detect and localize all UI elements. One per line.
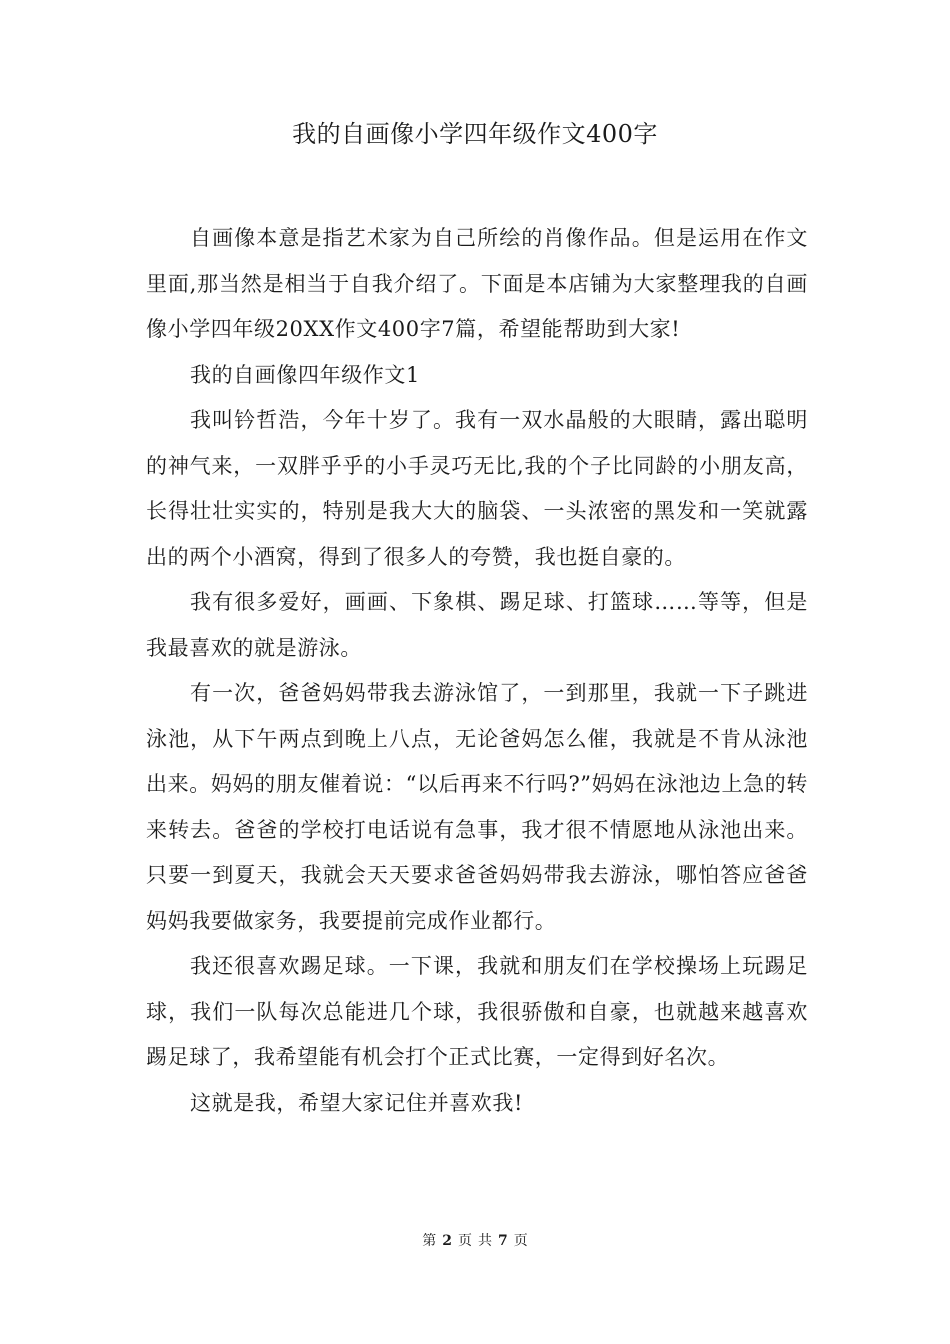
- paragraph-hobbies: 我有很多爱好，画画、下象棋、踢足球、打篮球……等等，但是我最喜欢的就是游泳。: [146, 590, 808, 660]
- paragraph-subheading: 我的自画像四年级作文1: [190, 362, 420, 387]
- paragraph-intro: 自画像本意是指艺术家为自己所绘的肖像作品。但是运用在作文里面,那当然是相当于自我介绍了。下面是本店铺为大家整理我的自画像小学四年级20XX作文400字7篇，希望能帮助到大家!: [146, 226, 808, 341]
- footer-current-page: 2: [442, 1233, 452, 1249]
- paragraph-closing: 这就是我，希望大家记住并喜欢我!: [190, 1090, 524, 1115]
- paragraph-football: 我还很喜欢踢足球。一下课，我就和朋友们在学校操场上玩踢足球，我们一队每次总能进几个球，我很骄傲和自豪，也就越来越喜欢踢足球了，我希望能有机会打个正式比赛，一定得到好名次。: [146, 954, 808, 1069]
- page-footer: [0, 1231, 950, 1251]
- paragraph-swimming: 有一次，爸爸妈妈带我去游泳馆了，一到那里，我就一下子跳进泳池，从下午两点到晚上八点，无论爸妈怎么催，我就是不肯从泳池出来。妈妈的朋友催着说：“以后再来不行吗?”妈妈在泳池边上急的转来转去。爸爸的学校打电话说有急事，我才很不情愿地从泳池出来。只要一到夏天，我就会天天要求爸爸妈妈带我去游泳，哪怕答应爸爸妈妈我要做家务，我要提前完成作业都行。: [146, 681, 808, 933]
- footer-prefix: 第: [422, 1233, 437, 1249]
- document-title: 我的自画像小学四年级作文400字: [292, 120, 658, 148]
- footer-total-prefix: 共: [478, 1233, 492, 1249]
- paragraph-self-description: 我叫钤哲浩，今年十岁了。我有一双水晶般的大眼睛，露出聪明的神气来，一双胖乎乎的小手灵巧无比,我的个子比同龄的小朋友高，长得壮壮实实的，特别是我大大的脑袋、一头浓密的黑发和一笑就露出的两个小酒窝，得到了很多人的夸赞，我也挺自豪的。: [146, 408, 808, 569]
- document-body: [146, 216, 808, 1126]
- footer-page-word: 页: [458, 1233, 472, 1249]
- footer-total-pages: 7: [498, 1233, 508, 1249]
- footer-suffix: 页: [513, 1233, 528, 1249]
